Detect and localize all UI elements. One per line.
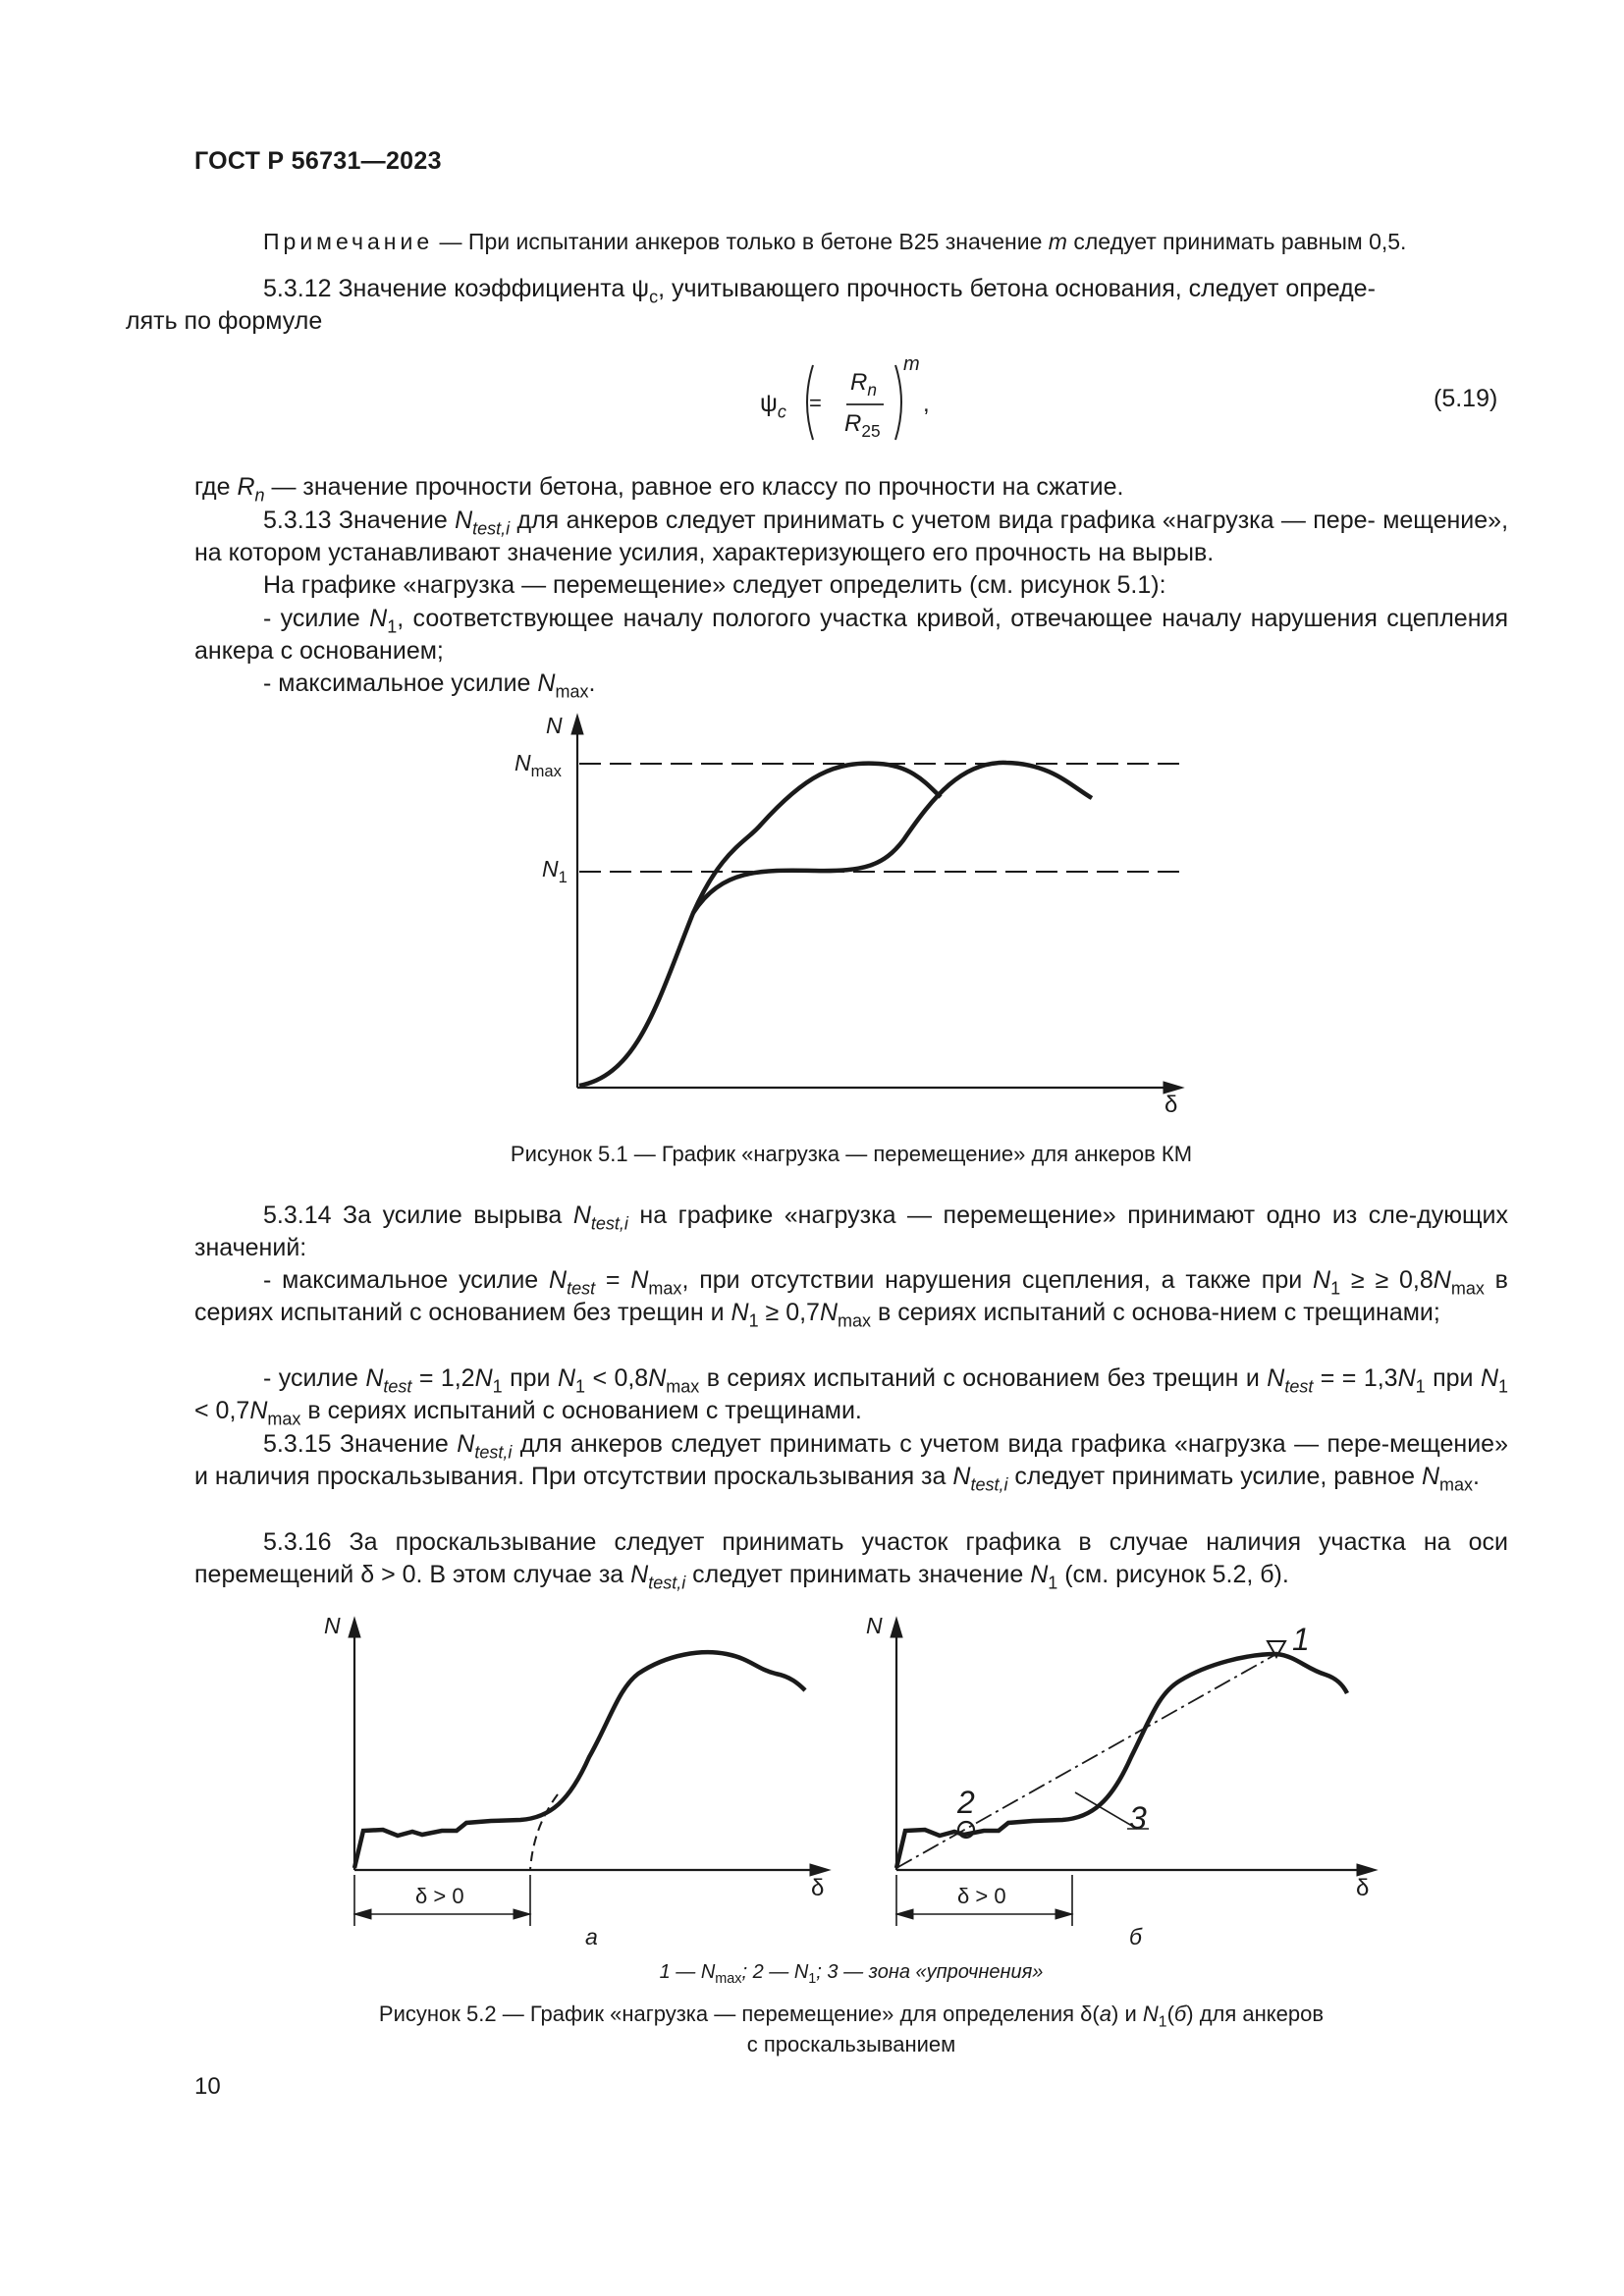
bullet-ntest-criteria: - усилие $N_{test} = 1,2N_1$ при $N_1 < 0,8N_{max}$ в сериях испытаний с основанием без трещин и $N_{test}$ = = $1,3N_1$ при $N_1 < 0,7N_{max}$ в сериях испытаний с основанием с трещинами. bbox=[194, 1364, 1509, 1429]
fig52b-marker-3-label: 3 bbox=[1129, 1800, 1147, 1836]
clause-5-3-14: 5.3.14 За усилие вырыва $N_{test,i}$ на графике «нагрузка — перемещение» принимают одно из сле-дующих значений: bbox=[194, 1201, 1508, 1261]
fig52a-y-arrow bbox=[349, 1618, 360, 1637]
fig52a-letter: а bbox=[585, 1924, 598, 1949]
fig52a-dim-label: δ > 0 bbox=[415, 1884, 464, 1908]
fig52b-marker-2-label: 2 bbox=[957, 1785, 975, 1820]
fig52a-xlabel: δ bbox=[811, 1875, 825, 1901]
figure-5-1-caption: Рисунок 5.1 — График «нагрузка — перемещение» для анкеров КМ bbox=[510, 1142, 1193, 1166]
note-label: Примечание bbox=[263, 229, 434, 254]
fig52b-secant-line bbox=[896, 1654, 1276, 1868]
fig51-n1-label: $N_1$ bbox=[542, 856, 568, 886]
fig52a-curve bbox=[354, 1652, 805, 1868]
formula-number: (5.19) bbox=[1434, 385, 1498, 412]
graph-intro: На графике «нагрузка — перемещение» следует определить (см. рисунок 5.1): bbox=[263, 571, 1166, 599]
clause-5-3-16: 5.3.16 За проскальзывание следует принимать участок графика в случае наличия участка на оси перемещений δ > 0. В этом случае за $N_{test,i}$ следует принимать значение $N_1$ (см. рисунок 5.2, б). bbox=[194, 1528, 1508, 1593]
fig51-ylabel: N bbox=[546, 713, 563, 738]
fig51-nmax-label: $N_{max}$ bbox=[514, 750, 562, 780]
fig51-xlabel: δ bbox=[1164, 1092, 1178, 1118]
bullet-nmax-criteria: - максимальное усилие $N_{test} = N_{max}$, при отсутствии нарушения сцепления, а также при $N_1$ ≥ ≥ $0,8N_{max}$ в сериях испытаний с основанием без трещин и $N_1 \ge 0,7N_{max}$ в сериях испытаний с основа-нием с трещинами; bbox=[194, 1266, 1508, 1331]
fig52b-dim-label: δ > 0 bbox=[957, 1884, 1006, 1908]
fig52b-xlabel: δ bbox=[1356, 1875, 1370, 1901]
clause-5-3-12: 5.3.12 Значение коэффициента $\psi_с$, учитывающего прочность бетона основания, следует опреде- лять по формуле bbox=[126, 275, 1376, 335]
where-paragraph: где $R_n$ — значение прочности бетона, равное его классу по прочности на сжатие. bbox=[194, 473, 1124, 506]
figure-5-2-caption: Рисунок 5.2 — График «нагрузка — перемещение» для определения δ(а) и $N_1(б)$ для анкеров с проскальзыванием bbox=[378, 2002, 1325, 2056]
note-paragraph: Примечание — При испытании анкеров только в бетоне В25 значение m следует принимать равным 0,5. bbox=[263, 229, 1407, 254]
formula-5-19: $\psi_c$ = $R_n$ $R_{25}$ m , bbox=[756, 353, 952, 452]
bullet-n1: - усилие $N_1$, соответствующее началу пологого участка кривой, отвечающее началу нарушения сцепления анкера с основанием; bbox=[194, 605, 1509, 665]
fig52b-curve bbox=[896, 1654, 1347, 1868]
fig52b-ylabel: N bbox=[866, 1613, 883, 1638]
bullet-nmax: - максимальное усилие $N_{max}$. bbox=[263, 669, 596, 702]
document-header: ГОСТ Р 56731—2023 bbox=[194, 147, 442, 175]
fig52b-y-arrow bbox=[891, 1618, 902, 1637]
fig52a-ylabel: N bbox=[324, 1613, 341, 1638]
fig52b-marker-1-label: 1 bbox=[1292, 1622, 1310, 1657]
figure-5-2-legend: 1 — $N_{max}$; 2 — $N_1$; 3 — зона «упрочнения» bbox=[659, 1961, 1044, 1988]
clause-5-3-15: 5.3.15 Значение $N_{test,i}$ для анкеров следует принимать с учетом вида графика «нагрузка — пере-мещение» и наличия проскальзывания. При отсутствии проскальзывания за $N_{test,i}$ следует принимать усилие, равное $N_{max}$. bbox=[194, 1430, 1508, 1495]
fig52b-letter: б bbox=[1129, 1924, 1142, 1949]
clause-5-3-13: 5.3.13 Значение $N_{test,i}$ для анкеров следует принимать с учетом вида графика «нагрузка — пере- мещение», на котором устанавливают значение усилия, характеризующего его прочность на вырыв. bbox=[194, 507, 1509, 566]
page-number: 10 bbox=[194, 2073, 221, 2100]
